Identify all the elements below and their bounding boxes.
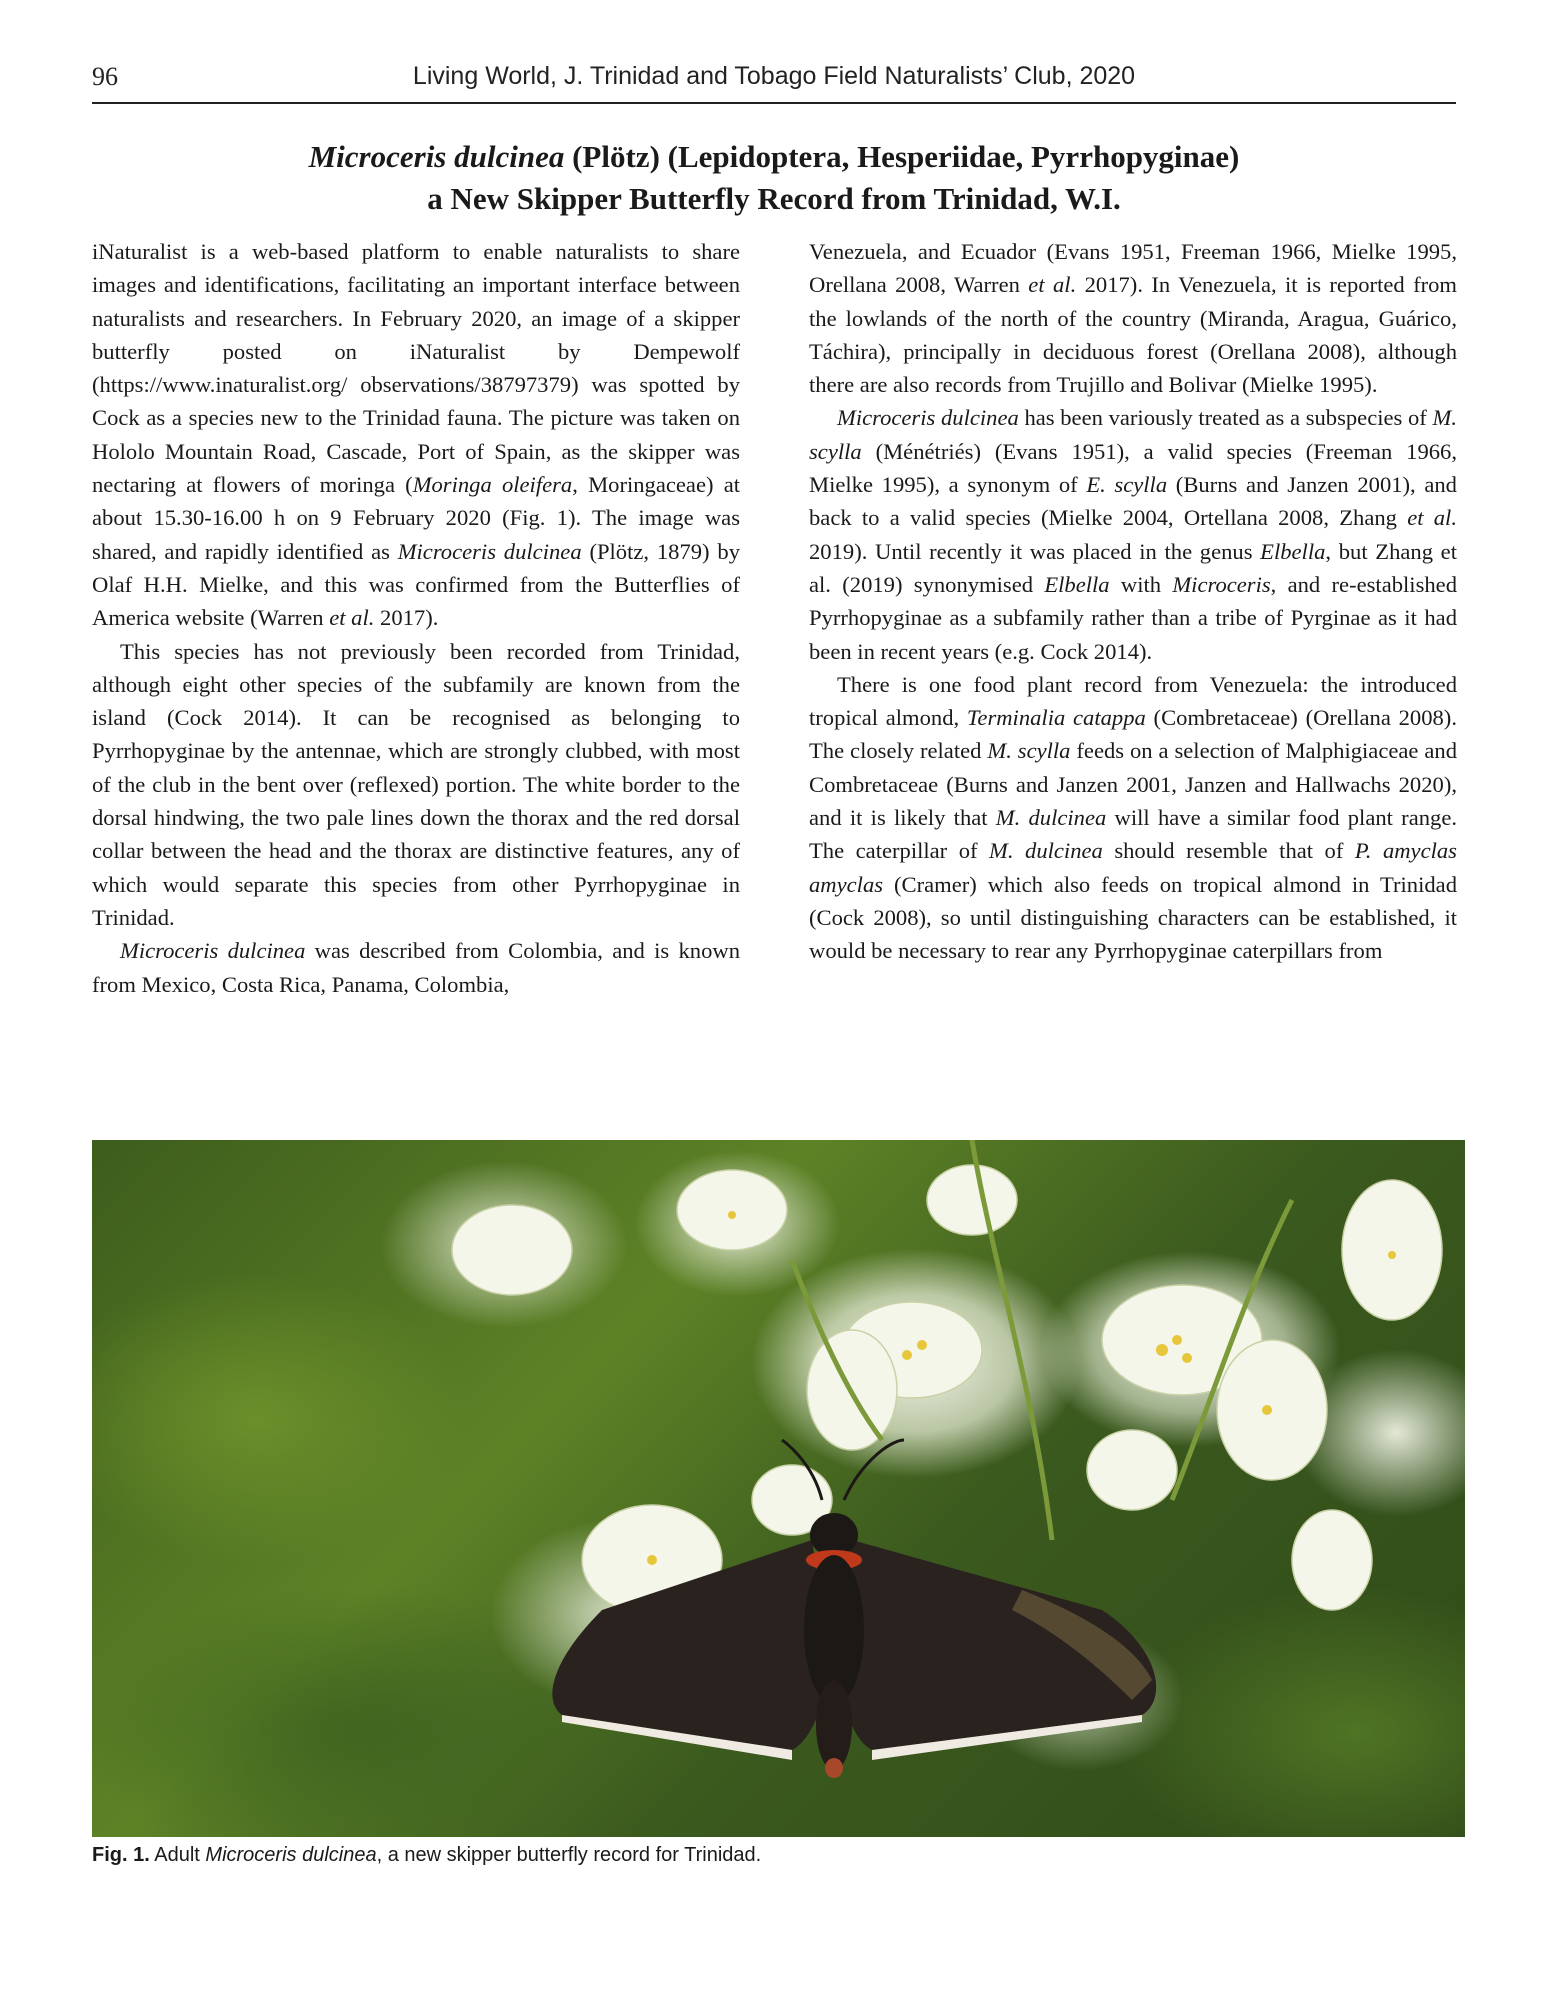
caption-species: Microceris dulcinea	[205, 1844, 377, 1866]
left-column	[92, 235, 740, 1001]
article-title	[92, 136, 1456, 220]
title-species: Microceris dulcinea	[308, 139, 565, 174]
running-header	[92, 58, 1456, 104]
butterfly-photograph	[92, 1140, 1465, 1837]
title-line-2: a New Skipper Butterfly Record from Trinidad, W.I.	[427, 181, 1121, 216]
paragraph-5: There is one food plant record from Venezuela: the introduced tropical almond, Terminalia catappa (Combretaceae) (Orellana 2008). The closely related M. scylla feeds on a selection of Malphigiaceae and Combretaceae (Burns and Janzen 2001, Janzen and Hallwachs 2020), and it is likely that M. dulcinea will have a similar food plant range. The caterpillar of M. dulcinea should resemble that of P. amyclas amyclas (Cramer) which also feeds on tropical almond in Trinidad (Cock 2008), so until distinguishing characters can be established, it would be necessary to rear any Pyrrhopyginae caterpillars from	[809, 671, 1458, 964]
journal-running-head: Living World, J. Trinidad and Tobago Field Naturalists’ Club, 2020	[412, 62, 1136, 90]
skipper-butterfly	[552, 1440, 1156, 1778]
page-number: 96	[92, 62, 118, 91]
caption-label: Fig. 1.	[92, 1844, 150, 1866]
title-line-1	[92, 136, 1456, 178]
skipper-on-moringa-illustration	[92, 1140, 1465, 1837]
paragraph-3-continued: Venezuela, and Ecuador (Evans 1951, Freeman 1966, Mielke 1995, Orellana 2008, Warren et al. 2017). In Venezuela, it is reported from the lowlands of the north of the country (Miranda, Aragua, Guárico, Táchira), principally in deciduous forest (Orellana 2008), although there are also records from Trujillo and Bolivar (Mielke 1995).	[809, 239, 1457, 398]
paragraph-2: This species has not previously been recorded from Trinidad, although eight other species of the subfamily are known from the island (Cock 2014). It can be recognised as belonging to Pyrrhopyginae by the antennae, which are strongly clubbed, with most of the club in the bent over (reflexed) portion. The white border to the dorsal hindwing, the two pale lines down the thorax and the red dorsal collar between the head and the thorax are distinctive features, any of which would separate this species from other Pyrrhopyginae in Trinidad.	[92, 638, 740, 930]
right-column	[809, 235, 1457, 968]
title-line-1-rest: (Plötz) (Lepidoptera, Hesperiidae, Pyrrhopyginae)	[564, 139, 1240, 174]
paragraph-4: Microceris dulcinea has been variously treated as a subspecies of M. scylla (Ménétriés) (Evans 1951), a valid species (Freeman 1966, Mielke 1995), a synonym of E. scylla (Burns and Janzen 2001), and back to a valid species (Mielke 2004, Ortellana 2008, Zhang et al. 2019). Until recently it was placed in the genus Elbella, but Zhang et al. (2019) synonymised Elbella with Microceris, and re-established Pyrrhopyginae as a subfamily rather than a tribe of Pyrginae as it had been in recent years (e.g. Cock 2014).	[809, 405, 1457, 664]
paragraph-1: iNaturalist is a web-based platform to enable naturalists to share images and identifications, facilitating an important interface between naturalists and researchers. In February 2020, an image of a skipper butterfly posted on iNaturalist by Dempewolf (https://www.inaturalist.org/ observations/38797379) was spotted by Cock as a species new to the Trinidad fauna. The picture was taken on Hololo Mountain Road, Cascade, Port of Spain, as the skipper was nectaring at flowers of moringa (Moringa oleifera, Moringaceae) at about 15.30-16.00 h on 9 February 2020 (Fig. 1). The image was shared, and rapidly identified as Microceris dulcinea (Plötz, 1879) by Olaf H.H. Mielke, and this was confirmed from the Butterflies of America website (Warren et al. 2017).	[92, 239, 741, 631]
figure-caption: Fig. 1. Adult Microceris dulcinea, a new skipper butterfly record for Trinidad.	[92, 1844, 762, 1866]
paragraph-3: Microceris dulcinea was described from Colombia, and is known from Mexico, Costa Rica, Panama, Colombia,	[92, 938, 740, 997]
